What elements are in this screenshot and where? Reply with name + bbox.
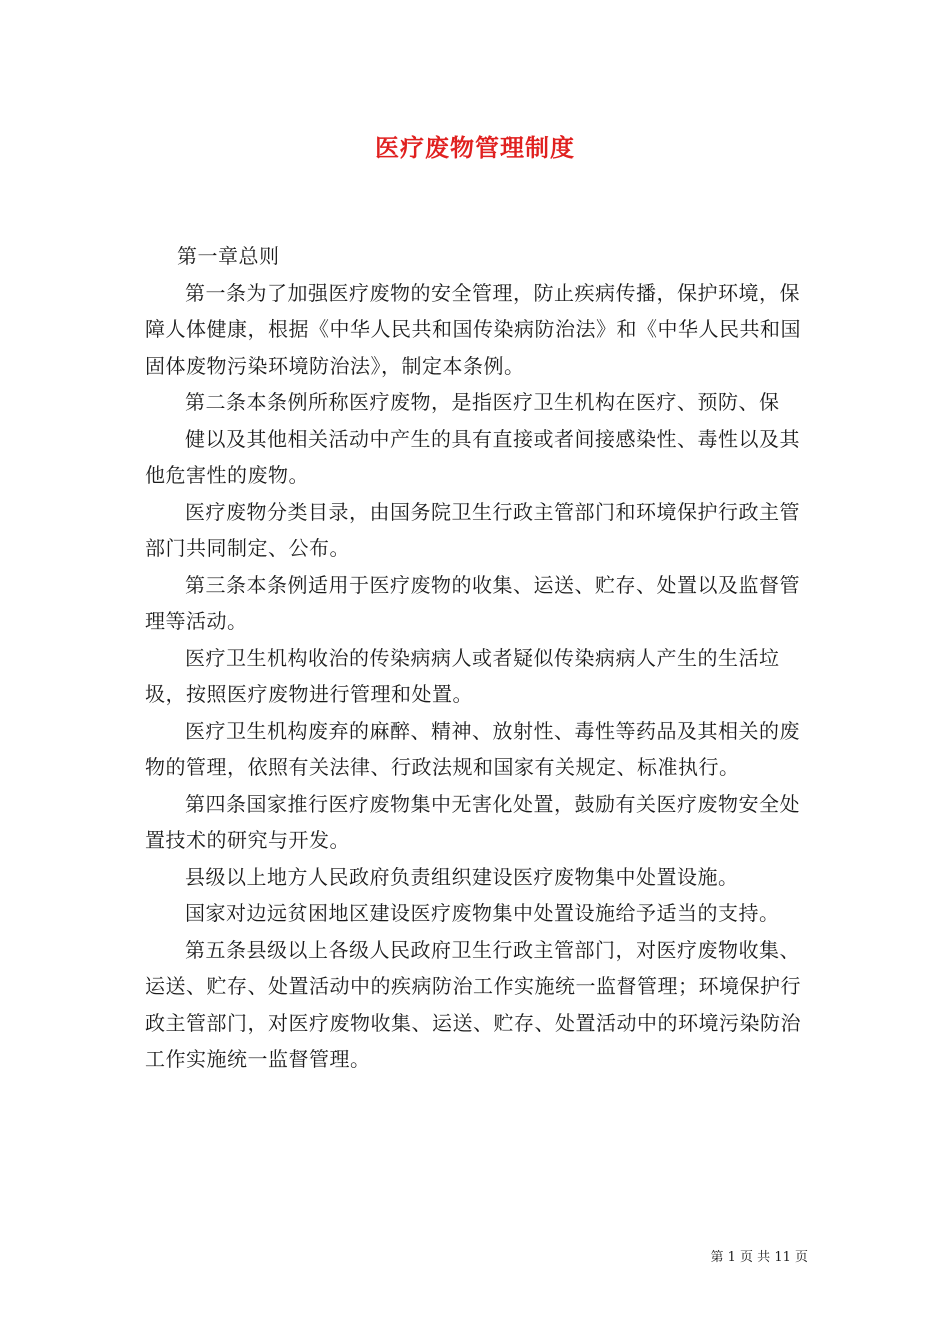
- document-title: 医疗废物管理制度: [375, 133, 575, 162]
- paragraph-state-support: 国家对边远贫困地区建设医疗废物集中处置设施给予适当的支持。: [185, 901, 780, 925]
- chapter-heading: 第一章总则: [177, 244, 280, 268]
- document-body: [145, 238, 817, 1078]
- paragraph-article-1: 第一条为了加强医疗废物的安全管理，防止疾病传播，保护环境，保障人体健康，根据《中华人民共和国传染病防治法》和《中华人民共和国固体废物污染环境防治法》，制定本条例。: [145, 280, 801, 378]
- paragraph-drug-waste: 医疗卫生机构废弃的麻醉、精神、放射性、毒性等药品及其相关的废物的管理，依照有关法律、行政法规和国家有关规定、标准执行。: [145, 718, 800, 779]
- paragraph-article-4: 第四条国家推行医疗废物集中无害化处置，鼓励有关医疗废物安全处置技术的研究与开发。: [145, 791, 800, 852]
- paragraph-article-2: 第二条本条例所称医疗废物，是指医疗卫生机构在医疗、预防、保: [185, 390, 780, 414]
- paragraph-classification: 医疗废物分类目录，由国务院卫生行政主管部门和环境保护行政主管部门共同制定、公布。: [145, 499, 800, 560]
- paragraph-county-facilities: 县级以上地方人民政府负责组织建设医疗废物集中处置设施。: [185, 864, 739, 889]
- paragraph-article-5: 第五条县级以上各级人民政府卫生行政主管部门，对医疗废物收集、运送、贮存、处置活动中的疾病防治工作实施统一监督管理；环境保护行政主管部门，对医疗废物收集、运送、贮存、处置活动中的环境污染防治工作实施统一监督管理。: [145, 937, 801, 1071]
- page-number: 第 1 页 共 11 页: [710, 1250, 808, 1265]
- paragraph-article-2-cont: 健以及其他相关活动中产生的具有直接或者间接感染性、毒性以及其他危害性的废物。: [145, 426, 800, 487]
- paragraph-article-3: 第三条本条例适用于医疗废物的收集、运送、贮存、处置以及监督管理等活动。: [145, 572, 800, 633]
- paragraph-infectious-waste: 医疗卫生机构收治的传染病病人或者疑似传染病病人产生的生活垃圾，按照医疗废物进行管理和处置。: [145, 645, 780, 706]
